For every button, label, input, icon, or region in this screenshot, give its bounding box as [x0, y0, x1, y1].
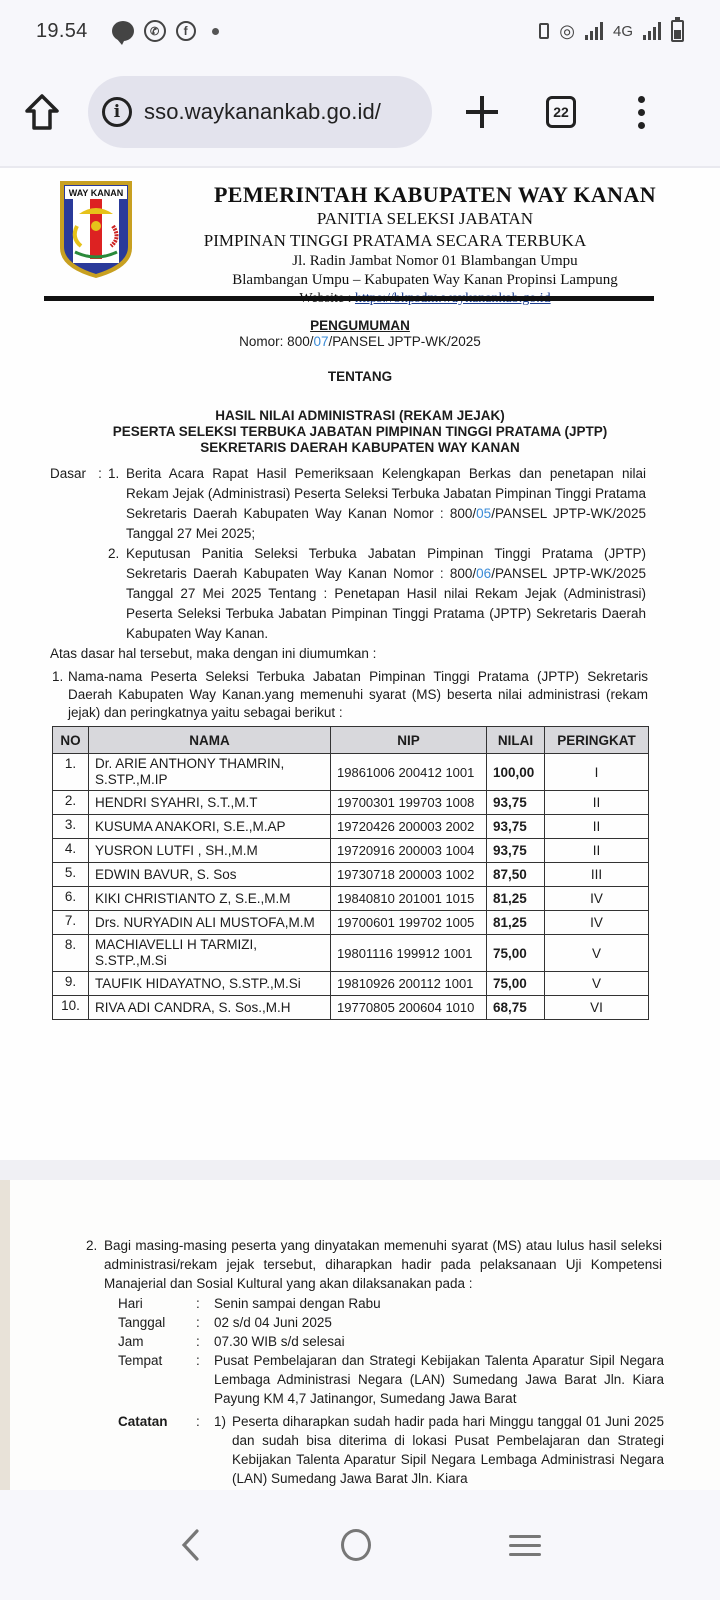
signal-icon [585, 22, 603, 40]
cell-nilai: 81,25 [487, 911, 545, 935]
cell-no: 3. [53, 815, 89, 839]
table-row [53, 863, 649, 887]
recent-apps-button[interactable] [509, 1535, 541, 1556]
tab-switcher-button[interactable]: 22 [546, 96, 576, 128]
way-kanan-logo [57, 178, 135, 280]
dasar-label: Dasar [50, 466, 87, 481]
cell-no: 10. [53, 996, 89, 1020]
dasar-item: 1. Berita Acara Rapat Hasil Pemeriksaan Kelengkapan Berkas dan penetapan nilai Rekam Jejak (Administrasi) Peserta Seleksi Terbuka Jabatan Pimpinan Tinggi Pratama Sekretaris Daerah Kabupaten Way Kanan Nomor : 800/05/PANSEL JPTP-WK/2025 Tanggal 27 Mei 2025; [108, 466, 646, 541]
cell-nip: 19720916 200003 1004 [331, 839, 487, 863]
letterhead-line3: PIMPINAN TINGGI PRATAMA SECARA TERBUKA [203, 231, 587, 250]
table-row [53, 887, 649, 911]
more-vert-icon[interactable] [638, 96, 645, 129]
dasar-section: Dasar : 1. Berita Acara Rapat Hasil Pemeriksaan Kelengkapan Berkas dan penetapan nilai Rekam Jejak (Administrasi) Peserta Seleksi Terbuka Jabatan Pimpinan Tinggi Pratama Sekretaris Daerah Kabupaten Way Kanan Nomor : 800/05/PANSEL JPTP-WK/2025 Tanggal 27 Mei 2025; 2. Keputusan Panitia Seleksi Terbuka Jabatan Pimpinan Tinggi Pratama (JPTP) Sekretaris Daerah Kabupaten Way Kanan Nomor : 800/06/PANSEL JPTP-WK/2025 Tanggal 27 Mei 2025 Tentang : Penetapan Hasil nilai Rekam Jejak (Administrasi) Peserta Seleksi Terbuka Jabatan Pimpinan Tinggi Pratama (JPTP) Sekretaris Daerah Kabupaten Way Kanan. Atas dasar hal tersebut, maka dengan ini diumumkan : [50, 464, 646, 664]
letterhead-city: Blambangan Umpu – Kabupaten Way Kanan Propinsi Lampung [232, 272, 618, 288]
col-peringkat: PERINGKAT [545, 727, 649, 754]
tentang-label: TENTANG [327, 369, 393, 384]
letterhead-divider [44, 296, 654, 301]
cell-nilai: 93,75 [487, 791, 545, 815]
letterhead-line2: PANITIA SELEKSI JABATAN [316, 209, 534, 228]
new-tab-button[interactable] [462, 92, 502, 132]
cell-nama: RIVA ADI CANDRA, S. Sos.,M.H [89, 996, 331, 1020]
col-no: NO [53, 727, 89, 754]
cell-nilai: 93,75 [487, 815, 545, 839]
cell-peringkat: II [545, 815, 649, 839]
dasar-closing: Atas dasar hal tersebut, maka dengan ini diumumkan : [50, 646, 377, 661]
table-row [53, 911, 649, 935]
cell-peringkat: II [545, 791, 649, 815]
home-icon [24, 93, 60, 131]
announcement-title: PENGUMUMAN [310, 318, 410, 333]
schedule [118, 1294, 664, 1488]
schedule-row-jam: Jam : 07.30 WIB s/d selesai [118, 1334, 345, 1349]
network-type: 4G [612, 22, 633, 40]
cell-no: 2. [53, 791, 89, 815]
cell-no: 5. [53, 863, 89, 887]
cell-peringkat: I [545, 754, 649, 791]
cell-nip: 19720426 200003 2002 [331, 815, 487, 839]
info-icon[interactable]: i [102, 97, 132, 127]
dasar-item: 2. Keputusan Panitia Seleksi Terbuka Jabatan Pimpinan Tinggi Pratama (JPTP) Sekretaris Daerah Kabupaten Way Kanan Nomor : 800/06/PANSEL JPTP-WK/2025 Tanggal 27 Mei 2025 Tentang : Penetapan Hasil nilai Rekam Jejak (Administrasi) Peserta Seleksi Terbuka Jabatan Pimpinan Tinggi Pratama (JPTP) Sekretaris Daerah Kabupaten Way Kanan. [108, 546, 646, 641]
cell-no: 9. [53, 972, 89, 996]
hotspot-icon: ◎ [559, 20, 575, 41]
announcement-number: Nomor: 800/07/PANSEL JPTP-WK/2025 [239, 334, 481, 349]
subject-line-2: PESERTA SELEKSI TERBUKA JABATAN PIMPINAN TINGGI PRATAMA (JPTP) [112, 424, 608, 439]
cell-no: 7. [53, 911, 89, 935]
signal-icon-2 [643, 22, 661, 40]
cell-nip: 19730718 200003 1002 [331, 863, 487, 887]
cell-nip: 19861006 200412 1001 [331, 754, 487, 791]
announcement-subject [40, 408, 680, 456]
facebook-icon: f [176, 21, 196, 41]
point-2: 2. Bagi masing-masing peserta yang dinyatakan memenuhi syarat (MS) atau lulus hasil seleksi administrasi/rekam jejak tersebut, diharapkan hadir pada pelaksanaan Uji Kompetensi Manajerial dan Sosial Kultural yang akan dilaksanakan pada : [86, 1238, 662, 1291]
letterhead [150, 182, 690, 308]
cell-nilai: 75,00 [487, 935, 545, 972]
battery-icon [671, 20, 684, 42]
document-page-1 [0, 166, 720, 1160]
cell-nama: TAUFIK HIDAYATNO, S.STP.,M.Si [89, 972, 331, 996]
table-header-row [53, 727, 649, 754]
cell-nama: YUSRON LUTFI , SH.,M.M [89, 839, 331, 863]
cell-no: 4. [53, 839, 89, 863]
cell-nilai: 81,25 [487, 887, 545, 911]
status-right [539, 20, 684, 42]
cell-peringkat: V [545, 972, 649, 996]
cell-nama: EDWIN BAVUR, S. Sos [89, 863, 331, 887]
letterhead-address: Jl. Radin Jambat Nomor 01 Blambangan Umpu [292, 253, 578, 269]
cell-nip: 19700301 199703 1008 [331, 791, 487, 815]
cell-nama: Drs. NURYADIN ALI MUSTOFA,M.M [89, 911, 331, 935]
cell-peringkat: II [545, 839, 649, 863]
table-row [53, 839, 649, 863]
announcement-header [40, 318, 680, 456]
cell-nip: 19700601 199702 1005 [331, 911, 487, 935]
android-nav-bar [0, 1490, 720, 1600]
cell-no: 8. [53, 935, 89, 972]
cell-nama: KIKI CHRISTIANTO Z, S.E.,M.M [89, 887, 331, 911]
cell-nip: 19840810 201001 1015 [331, 887, 487, 911]
cell-nip: 19810926 200112 1001 [331, 972, 487, 996]
cell-nilai: 87,50 [487, 863, 545, 887]
cell-nama: HENDRI SYAHRI, S.T.,M.T [89, 791, 331, 815]
cell-nip: 19801116 199912 1001 [331, 935, 487, 972]
cell-no: 6. [53, 887, 89, 911]
catatan: Catatan : 1) Peserta diharapkan sudah hadir pada hari Minggu tanggal 01 Juni 2025 dan sudah bisa diterima di lokasi Pusat Pembelajaran dan Strategi Kebijakan Talenta Aparatur Sipil Negara Lembaga Administrasi Negara (LAN) Sumedang Jawa Barat Jln. Kiara [118, 1414, 664, 1486]
vibrate-icon [539, 23, 549, 39]
cell-nilai: 93,75 [487, 839, 545, 863]
table-row [53, 754, 649, 791]
cell-nilai: 68,75 [487, 996, 545, 1020]
cell-nama: MACHIAVELLI H TARMIZI, S.STP.,M.Si [89, 935, 331, 972]
table-row [53, 972, 649, 996]
cell-peringkat: IV [545, 911, 649, 935]
message-icon [112, 21, 134, 41]
cell-peringkat: VI [545, 996, 649, 1020]
cell-peringkat: III [545, 863, 649, 887]
table-row [53, 996, 649, 1020]
cell-peringkat: IV [545, 887, 649, 911]
letterhead-title: PEMERINTAH KABUPATEN WAY KANAN [213, 182, 657, 207]
status-bar [0, 0, 720, 62]
status-time: 19.54 [36, 19, 88, 42]
url-text[interactable]: sso.waykanankab.go.id/ [144, 99, 382, 124]
table-row [53, 791, 649, 815]
cell-nilai: 75,00 [487, 972, 545, 996]
document-page-2 [0, 1180, 720, 1490]
whatsapp-icon: ✆ [144, 20, 166, 42]
point-1: 1. Nama-nama Peserta Seleksi Terbuka Jabatan Pimpinan Tinggi Pratama (JPTP) Sekretaris Daerah Kabupaten Way Kanan.yang memenuhi syarat (MS) beserta nilai administrasi (rekam jejak) dan peringkatnya yaitu sebagai berikut : [52, 669, 648, 720]
subject-line-3: SEKRETARIS DAERAH KABUPATEN WAY KANAN [200, 440, 520, 455]
cell-nama: Dr. ARIE ANTHONY THAMRIN, S.STP.,M.IP [89, 754, 331, 791]
home-nav-button[interactable] [341, 1529, 371, 1561]
participants-table [52, 726, 649, 1020]
schedule-row-tanggal: Tanggal : 02 s/d 04 Juni 2025 [118, 1315, 332, 1330]
table-row [53, 815, 649, 839]
schedule-row-tempat: Tempat : Pusat Pembelajaran dan Strategi Kebijakan Talenta Aparatur Sipil Negara Lembaga Administrasi Negara (LAN) Sumedang Jawa Barat Jln. Kiara Payung KM 4,7 Jatinangor, Sumedang Jawa Barat [118, 1353, 664, 1406]
schedule-row-hari: Hari : Senin sampai dengan Rabu [118, 1296, 381, 1311]
cell-peringkat: V [545, 935, 649, 972]
home-button[interactable] [22, 92, 62, 132]
more-notifications-dot [212, 28, 219, 35]
col-nama: NAMA [89, 727, 331, 754]
url-bar[interactable] [88, 76, 432, 148]
col-nip: NIP [331, 727, 487, 754]
back-button[interactable] [179, 1528, 203, 1562]
browser-toolbar [0, 62, 720, 162]
logo-text: WAY KANAN [68, 188, 124, 198]
table-row [53, 935, 649, 972]
cell-no: 1. [53, 754, 89, 791]
cell-nilai: 100,00 [487, 754, 545, 791]
catatan-note: 1) Peserta diharapkan sudah hadir pada hari Minggu tanggal 01 Juni 2025 dan sudah bisa diterima di lokasi Pusat Pembelajaran dan Strategi Kebijakan Talenta Aparatur Sipil Negara Lembaga Administrasi Negara (LAN) Sumedang Jawa Barat Jln. Kiara [214, 1414, 664, 1486]
subject-line-1: HASIL NILAI ADMINISTRASI (REKAM JEJAK) [215, 408, 505, 423]
status-left [36, 20, 219, 43]
cell-nip: 19770805 200604 1010 [331, 996, 487, 1020]
col-nilai: NILAI [487, 727, 545, 754]
cell-nama: KUSUMA ANAKORI, S.E.,M.AP [89, 815, 331, 839]
page-separator [0, 1160, 720, 1180]
